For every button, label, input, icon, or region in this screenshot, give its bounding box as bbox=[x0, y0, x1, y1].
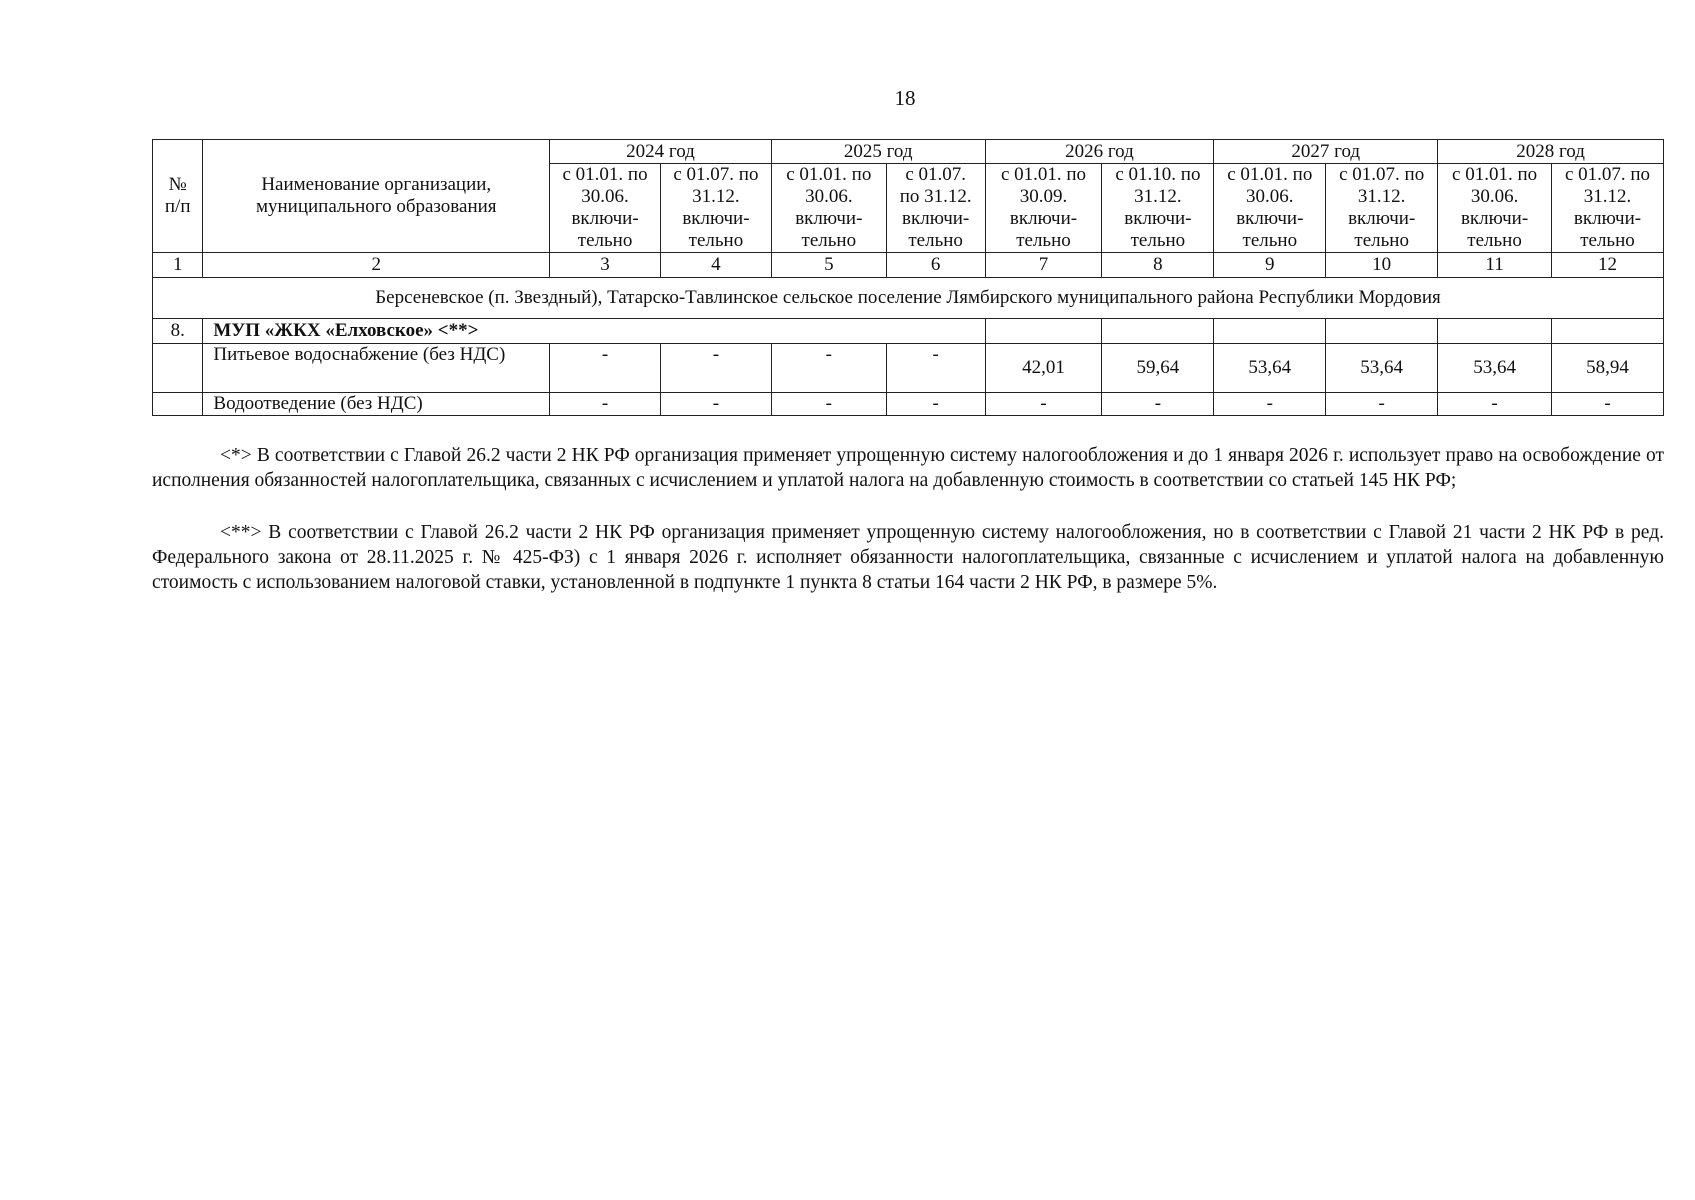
tariff-cell: - bbox=[1214, 393, 1326, 416]
tariff-cell: - bbox=[886, 393, 985, 416]
empty-cell bbox=[1326, 319, 1438, 344]
header-num: № п/п bbox=[153, 140, 203, 253]
tariff-cell: - bbox=[550, 393, 661, 416]
tariff-cell: - bbox=[550, 344, 661, 393]
year-header: 2027 год bbox=[1214, 140, 1438, 164]
column-number: 3 bbox=[550, 253, 661, 278]
column-number: 1 bbox=[153, 253, 203, 278]
tariff-cell: - bbox=[1552, 393, 1664, 416]
tariff-cell: - bbox=[886, 344, 985, 393]
year-header: 2025 год bbox=[771, 140, 985, 164]
column-number: 8 bbox=[1102, 253, 1214, 278]
tariff-cell: 42,01 bbox=[985, 344, 1102, 393]
service-name: Питьевое водоснабжение (без НДС) bbox=[203, 344, 550, 393]
column-number: 2 bbox=[203, 253, 550, 278]
column-number: 5 bbox=[771, 253, 886, 278]
org-number: 8. bbox=[153, 319, 203, 344]
service-name: Водоотведение (без НДС) bbox=[203, 393, 550, 416]
page-number: 18 bbox=[894, 86, 916, 110]
period-header: с 01.01. по 30.06. включи- тельно bbox=[1438, 164, 1552, 253]
footnote-single-asterisk: <*> В соответствии с Главой 26.2 части 2 НК РФ организация применяет упрощенную систему налогообложения и до 1 января 2026 г. использует право на освобождение от исполнения обязанностей налогоплательщика, связанных с исчислением и уплатой налога на добавленную стоимость в соответствии со статьей 145 НК РФ; bbox=[152, 445, 1664, 491]
column-number: 4 bbox=[660, 253, 771, 278]
period-header: с 01.01. по 30.06. включи- тельно bbox=[1214, 164, 1326, 253]
empty-cell bbox=[1102, 319, 1214, 344]
column-number: 6 bbox=[886, 253, 985, 278]
tariff-cell: 53,64 bbox=[1326, 344, 1438, 393]
column-number: 7 bbox=[985, 253, 1102, 278]
empty-cell bbox=[985, 319, 1102, 344]
period-header: с 01.10. по 31.12. включи- тельно bbox=[1102, 164, 1214, 253]
period-header: с 01.01. по 30.09. включи- тельно bbox=[985, 164, 1102, 253]
tariff-cell: 53,64 bbox=[1438, 344, 1552, 393]
header-name: Наименование организации, муниципального образования bbox=[203, 140, 550, 253]
column-number: 12 bbox=[1552, 253, 1664, 278]
period-header: с 01.01. по 30.06. включи- тельно bbox=[771, 164, 886, 253]
tariff-cell: - bbox=[985, 393, 1102, 416]
tariff-cell: - bbox=[1326, 393, 1438, 416]
empty-cell bbox=[1552, 319, 1664, 344]
table-row bbox=[153, 393, 1664, 416]
empty-cell bbox=[1214, 319, 1326, 344]
column-number: 11 bbox=[1438, 253, 1552, 278]
period-header: с 01.07. по 31.12. включи- тельно bbox=[660, 164, 771, 253]
tariff-cell: - bbox=[1438, 393, 1552, 416]
year-header: 2026 год bbox=[985, 140, 1214, 164]
period-header: с 01.07. по 31.12. включи- тельно bbox=[1552, 164, 1664, 253]
column-number-row bbox=[153, 253, 1664, 278]
period-header: с 01.07. по 31.12. включи- тельно bbox=[1326, 164, 1438, 253]
period-header: с 01.01. по 30.06. включи- тельно bbox=[550, 164, 661, 253]
tariff-cell: 53,64 bbox=[1214, 344, 1326, 393]
row-num-cell bbox=[153, 393, 203, 416]
empty-cell bbox=[1438, 319, 1552, 344]
organization-row bbox=[153, 319, 1664, 344]
column-number: 9 bbox=[1214, 253, 1326, 278]
tariff-cell: - bbox=[660, 344, 771, 393]
tariff-cell: - bbox=[771, 344, 886, 393]
year-header: 2028 год bbox=[1438, 140, 1664, 164]
tariff-table bbox=[152, 139, 1664, 416]
column-number: 10 bbox=[1326, 253, 1438, 278]
footnote-double-asterisk: <**> В соответствии с Главой 26.2 части 2 НК РФ организация применяет упрощенную систему налогообложения, но в соответствии с Главой 21 части 2 НК РФ в ред. Федерального закона от 28.11.2025 г. № 425-ФЗ) с 1 января 2026 г. исполняет обязанности налогоплательщика, связанные с исчислением и уплатой налога на добавленную стоимость с использованием налоговой ставки, установленной в подпункте 1 пункта 8 статьи 164 части 2 НК РФ, в размере 5%. bbox=[152, 522, 1664, 593]
year-header: 2024 год bbox=[550, 140, 772, 164]
tariff-cell: 58,94 bbox=[1552, 344, 1664, 393]
period-header: с 01.07. по 31.12. включи- тельно bbox=[886, 164, 985, 253]
region-title: Берсеневское (п. Звездный), Татарско-Тавлинское сельское поселение Лямбирского муниципального района Республики Мордовия bbox=[153, 278, 1664, 319]
tariff-cell: - bbox=[1102, 393, 1214, 416]
org-name: МУП «ЖКХ «Елховское» <**> bbox=[203, 319, 985, 344]
tariff-cell: - bbox=[660, 393, 771, 416]
tariff-cell: 59,64 bbox=[1102, 344, 1214, 393]
row-num-cell bbox=[153, 344, 203, 393]
tariff-cell: - bbox=[771, 393, 886, 416]
table-row bbox=[153, 344, 1664, 393]
